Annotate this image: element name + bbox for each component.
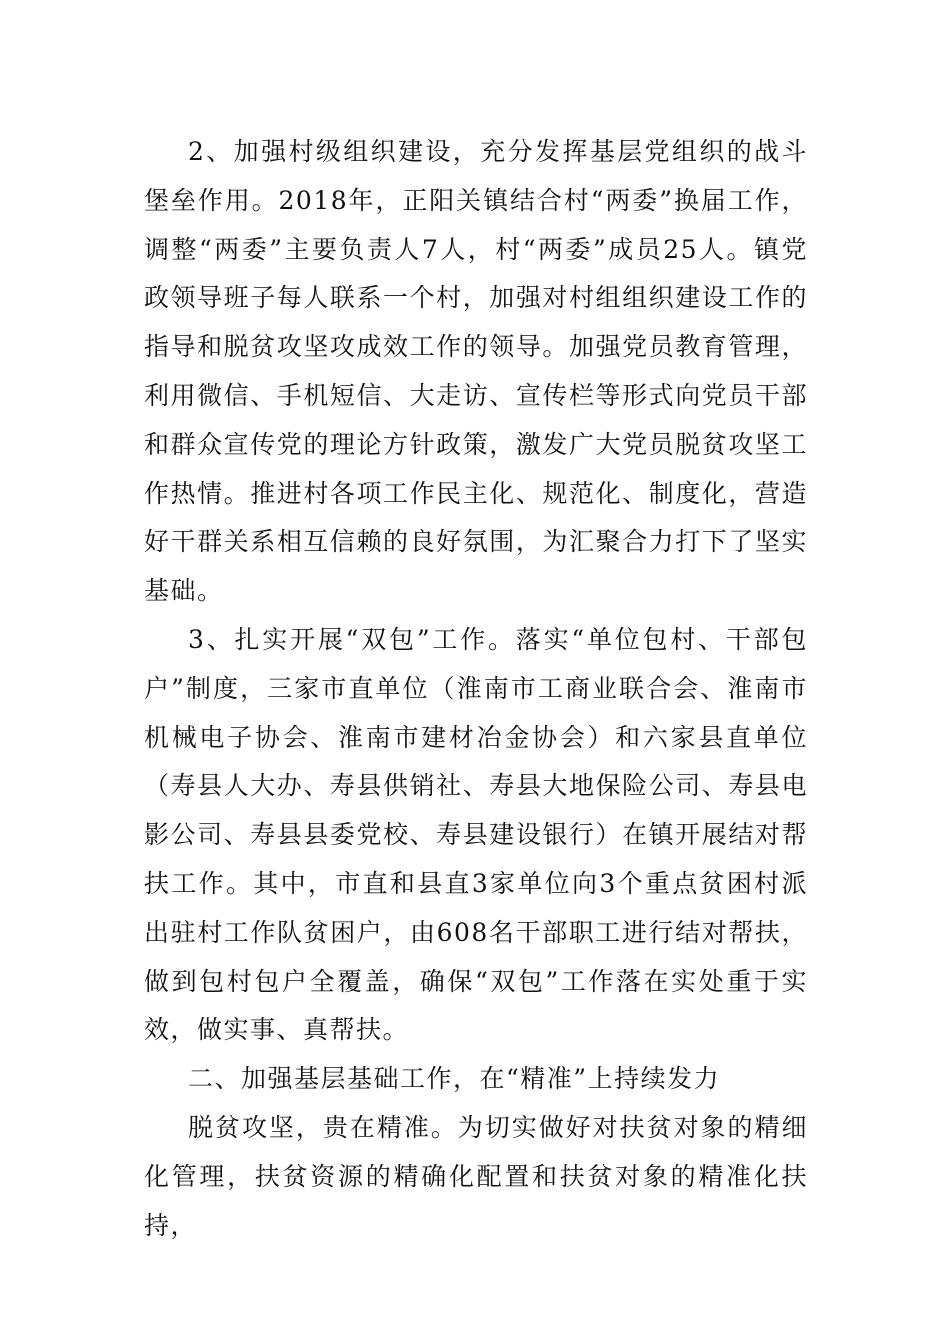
section-heading: 二、加强基层基础工作，在“精准”上持续发力 (188, 1064, 721, 1094)
paragraph-double-package: 3、扎实开展“双包”工作。落实“单位包村、干部包户”制度，三家市直单位（淮南市工商业联合会、淮南市机械电子协会、淮南市建材冶金协会）和六家县直单位（寿县人大办、寿县供销社、寿县大地保险公司、寿县电影公司、寿县县委党校、寿县建设银行）在镇开展结对帮扶工作。其中，市直和县直3家单位向3个重点贫困村派出驻村工作队贫困户，由608名干部职工进行结对帮扶，做到包村包户全覆盖，确保“双包”工作落在实处重于实效，做实事、真帮扶。 (144, 624, 808, 1045)
paragraph-precision: 脱贫攻坚，贵在精准。为切实做好对扶贫对象的精细化管理，扶贫资源的精确化配置和扶贫对象的精准化扶持， (144, 1112, 808, 1240)
document-body (144, 128, 808, 1250)
paragraph-village-organization: 2、加强村级组织建设，充分发挥基层党组织的战斗堡垒作用。2018年，正阳关镇结合村“两委”换届工作，调整“两委”主要负责人7人，村“两委”成员25人。镇党政领导班子每人联系一个村，加强对村组组织建设工作的指导和脱贫攻坚攻成效工作的领导。加强党员教育管理，利用微信、手机短信、大走访、宣传栏等形式向党员干部和群众宣传党的理论方针政策，激发广大党员脱贫攻坚工作热情。推进村各项工作民主化、规范化、制度化，营造好干群关系相互信赖的良好氛围，为汇聚合力打下了坚实基础。 (144, 137, 808, 606)
